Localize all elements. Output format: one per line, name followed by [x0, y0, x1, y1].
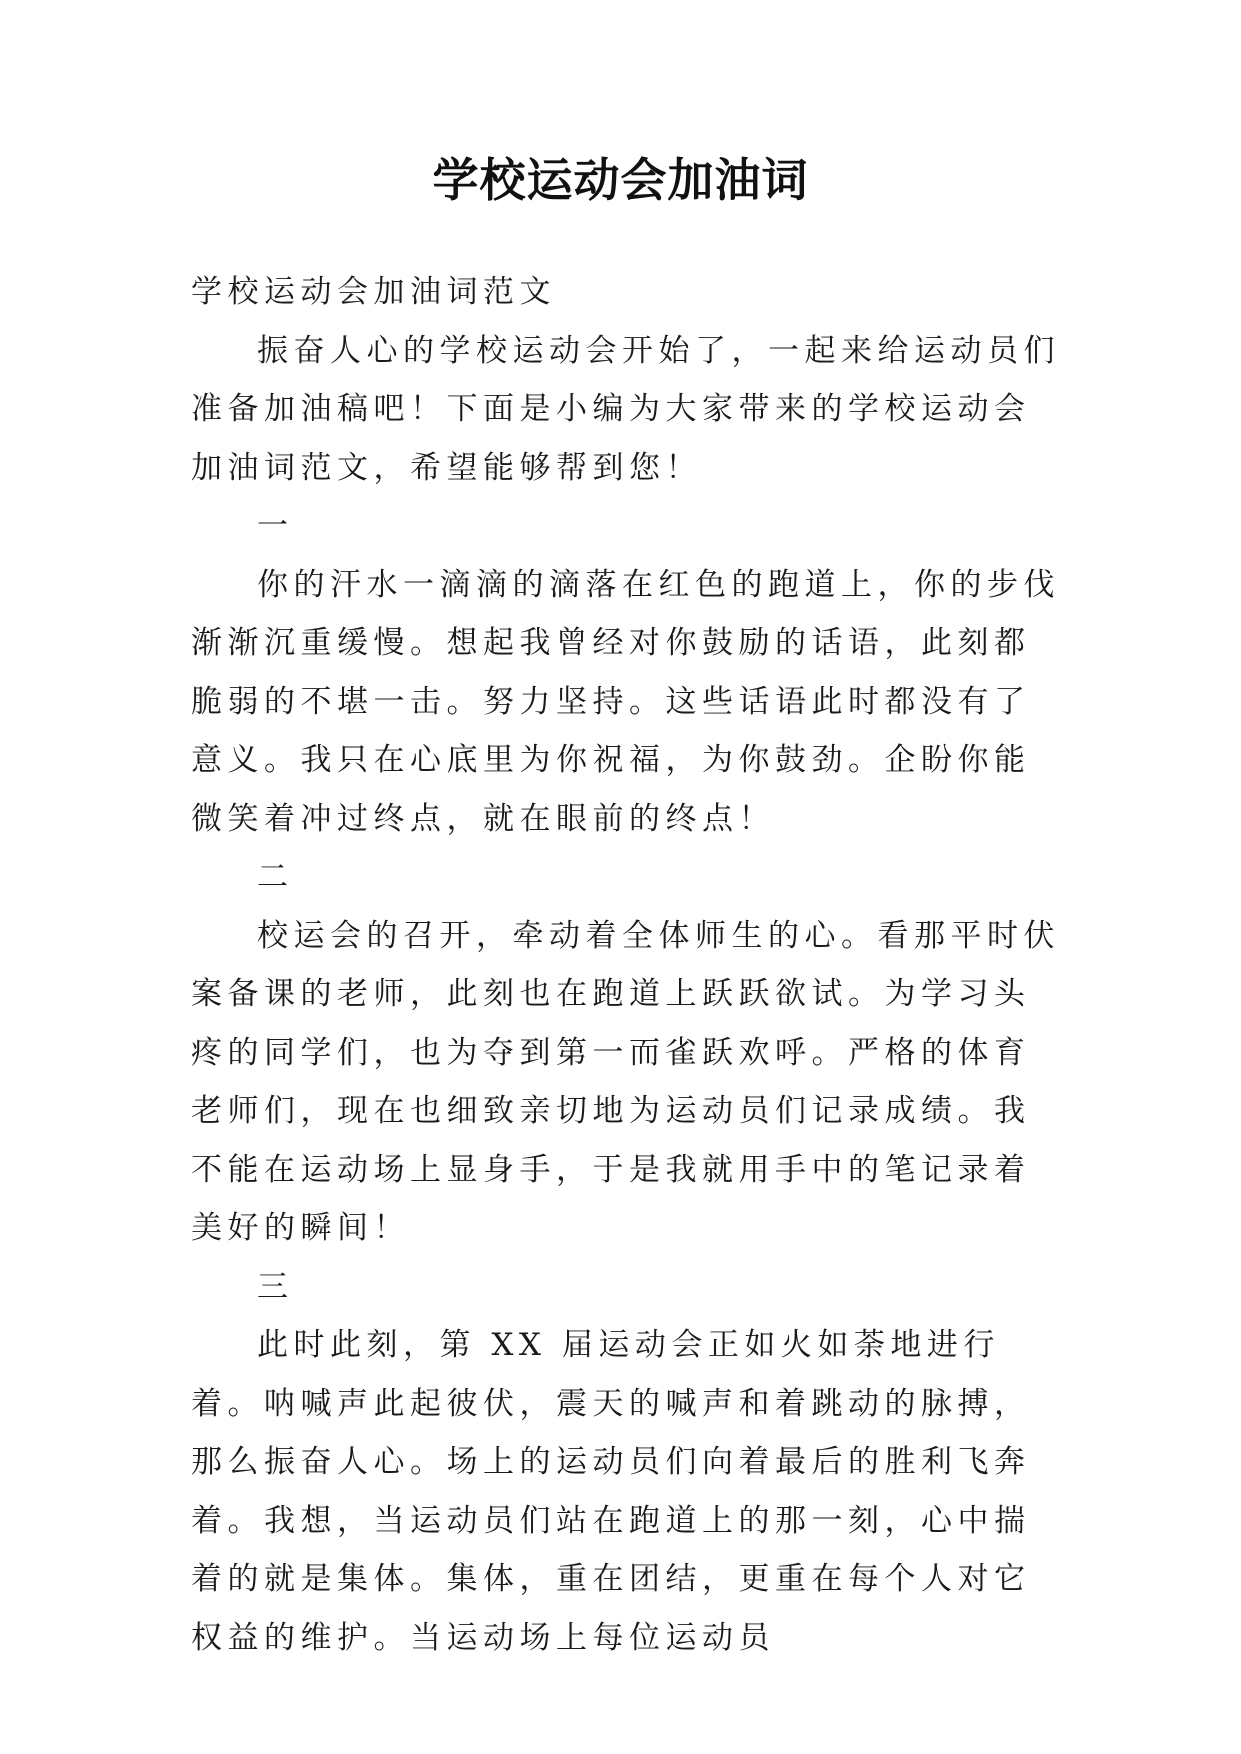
section-three-paragraph: 此时此刻，第 XX 届运动会正如火如荼地进行着。呐喊声此起彼伏，震天的喊声和着跳动的脉搏，那么振奋人心。场上的运动员们向着最后的胜利飞奔着。我想，当运动员们站在跑道上的那一刻，心中揣着的就是集体。集体，重在团结，更重在每个人对它权益的维护。当运动场上每位运动员 [191, 1327, 1031, 1656]
document-subtitle: 学校运动会加油词范文 [191, 274, 556, 310]
section-heading-three: 三 [257, 1268, 294, 1305]
section-one-paragraph: 你的汗水一滴滴的滴落在红色的跑道上，你的步伐渐渐沉重缓慢。想起我曾经对你鼓励的话语，此刻都脆弱的不堪一击。努力坚持。这些话语此时都没有了意义。我只在心底里为你祝福，为你鼓劲。企盼你能微笑着冲过终点，就在眼前的终点！ [191, 566, 1060, 837]
document-title: 学校运动会加油词 [432, 153, 809, 207]
section-heading-two: 二 [257, 859, 294, 895]
section-heading-one: 一 [257, 508, 294, 544]
intro-paragraph: 振奋人心的学校运动会开始了，一起来给运动员们准备加油稿吧！下面是小编为大家带来的学校运动会加油词范文，希望能够帮到您！ [191, 332, 1060, 486]
document-body [191, 263, 1063, 1667]
section-two-paragraph: 校运会的召开，牵动着全体师生的心。看那平时伏案备课的老师，此刻也在跑道上跃跃欲试。为学习头疼的同学们，也为夺到第一而雀跃欢呼。严格的体育老师们，现在也细致亲切地为运动员们记录成绩。我不能在运动场上显身手，于是我就用手中的笔记录着美好的瞬间！ [191, 917, 1060, 1246]
